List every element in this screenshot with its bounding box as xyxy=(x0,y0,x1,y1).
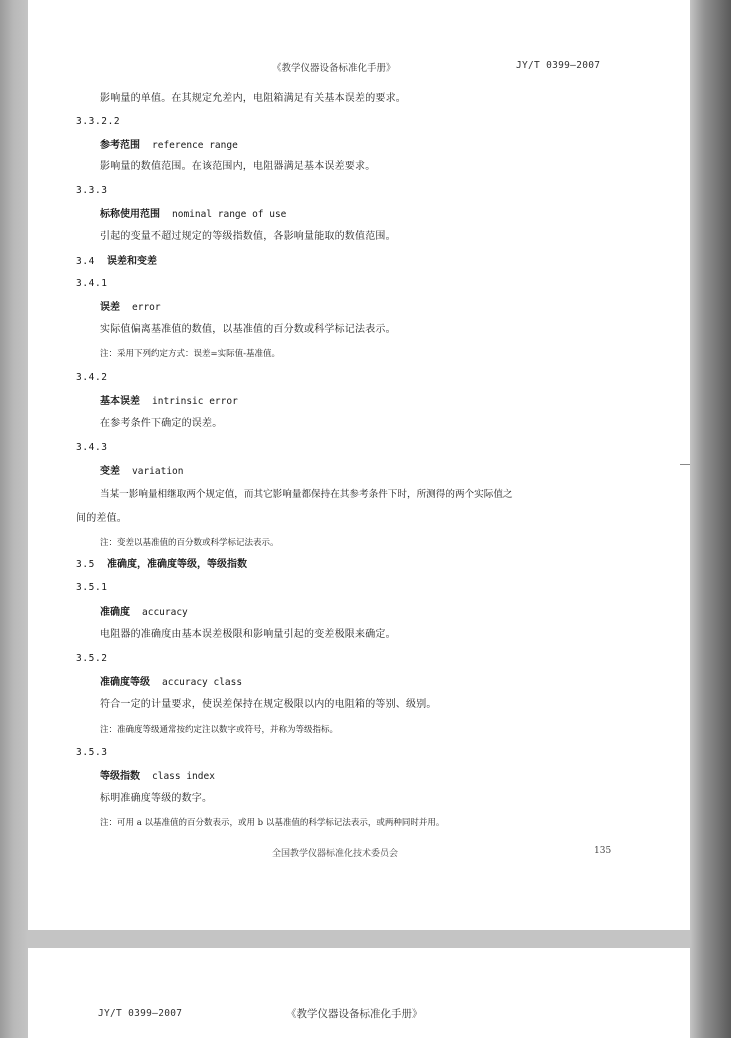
term-heading xyxy=(100,605,188,620)
clause-number: 3.3.3 xyxy=(76,185,108,196)
running-header-code: JY/T 0399—2007 xyxy=(98,1008,183,1019)
term-zh: 准确度等级 xyxy=(100,677,150,688)
section-heading xyxy=(76,254,157,269)
term-heading xyxy=(100,138,238,153)
term-zh: 参考范围 xyxy=(100,140,140,151)
term-en: accuracy class xyxy=(162,677,243,688)
section-title: 准确度，准确度等级，等级指数 xyxy=(106,559,247,570)
term-en: nominal range of use xyxy=(172,209,287,220)
term-heading xyxy=(100,300,161,315)
section-number: 3.4 xyxy=(76,256,95,267)
section-title: 误差和变差 xyxy=(106,256,157,267)
term-definition: 实际值偏离基准值的数值，以基准值的百分数或科学标记法表示。 xyxy=(100,324,396,335)
document-page-next xyxy=(28,948,690,1038)
clause-number: 3.4.1 xyxy=(76,278,108,289)
term-definition: 在参考条件下确定的误差。 xyxy=(100,418,223,429)
term-heading xyxy=(100,207,286,222)
term-en: variation xyxy=(132,466,184,477)
clause-number: 3.3.2.2 xyxy=(76,116,121,127)
note-line: 注：准确度等级通常按约定注以数字或符号，并称为等级指标。 xyxy=(100,725,339,735)
clause-number: 3.5.1 xyxy=(76,582,108,593)
note-line: 注：变差以基准值的百分数或科学标记法表示。 xyxy=(100,538,279,548)
term-heading xyxy=(100,464,183,479)
section-heading xyxy=(76,557,247,572)
term-zh: 基本误差 xyxy=(100,396,140,407)
term-heading xyxy=(100,769,215,784)
term-zh: 等级指数 xyxy=(100,771,140,782)
running-header-title: 《教学仪器设备标准化手册》 xyxy=(272,63,396,74)
term-definition: 符合一定的计量要求，使误差保持在规定极限以内的电阻箱的等别、级别。 xyxy=(100,699,437,710)
note-line: 注：可用 a 以基准值的百分数表示，或用 b 以基准值的科学标记法表示，或两种同时并用。 xyxy=(100,818,445,828)
term-zh: 准确度 xyxy=(100,607,130,618)
term-definition: 当某一影响量相继取两个规定值，而其它影响量都保持在其参考条件下时，所测得的两个实际值之 xyxy=(100,489,513,500)
running-header-code: JY/T 0399—2007 xyxy=(516,60,601,71)
term-definition: 引起的变量不超过规定的等级指数值，各影响量能取的数值范围。 xyxy=(100,231,396,242)
term-en: reference range xyxy=(152,140,238,151)
term-zh: 误差 xyxy=(100,302,120,313)
term-definition: 电阻器的准确度由基本误差极限和影响量引起的变差极限来确定。 xyxy=(100,629,396,640)
term-en: accuracy xyxy=(142,607,188,618)
clause-number: 3.4.2 xyxy=(76,372,108,383)
note-line: 注：采用下列约定方式：误差=实际值-基准值。 xyxy=(100,349,280,359)
term-en: class index xyxy=(152,771,215,782)
term-definition-continued: 间的差值。 xyxy=(76,513,127,524)
scan-artifact-mark xyxy=(680,464,690,465)
running-header-title: 《教学仪器设备标准化手册》 xyxy=(286,1008,423,1020)
term-heading xyxy=(100,675,242,690)
term-zh: 变差 xyxy=(100,466,120,477)
page-number: 135 xyxy=(594,846,612,856)
term-definition: 标明准确度等级的数字。 xyxy=(100,793,213,804)
paragraph-line: 影响量的单值。在其规定允差内，电阻箱满足有关基本误差的要求。 xyxy=(100,93,406,104)
term-en: error xyxy=(132,302,161,313)
clause-number: 3.4.3 xyxy=(76,442,108,453)
term-heading xyxy=(100,394,238,409)
clause-number: 3.5.3 xyxy=(76,747,108,758)
term-definition: 影响量的数值范围。在该范围内，电阻器满足基本误差要求。 xyxy=(100,161,376,172)
term-en: intrinsic error xyxy=(152,396,238,407)
term-zh: 标称使用范围 xyxy=(100,209,160,220)
section-number: 3.5 xyxy=(76,559,95,570)
footer-committee: 全国教学仪器标准化技术委员会 xyxy=(272,849,399,859)
clause-number: 3.5.2 xyxy=(76,653,108,664)
document-page-135 xyxy=(28,0,690,930)
